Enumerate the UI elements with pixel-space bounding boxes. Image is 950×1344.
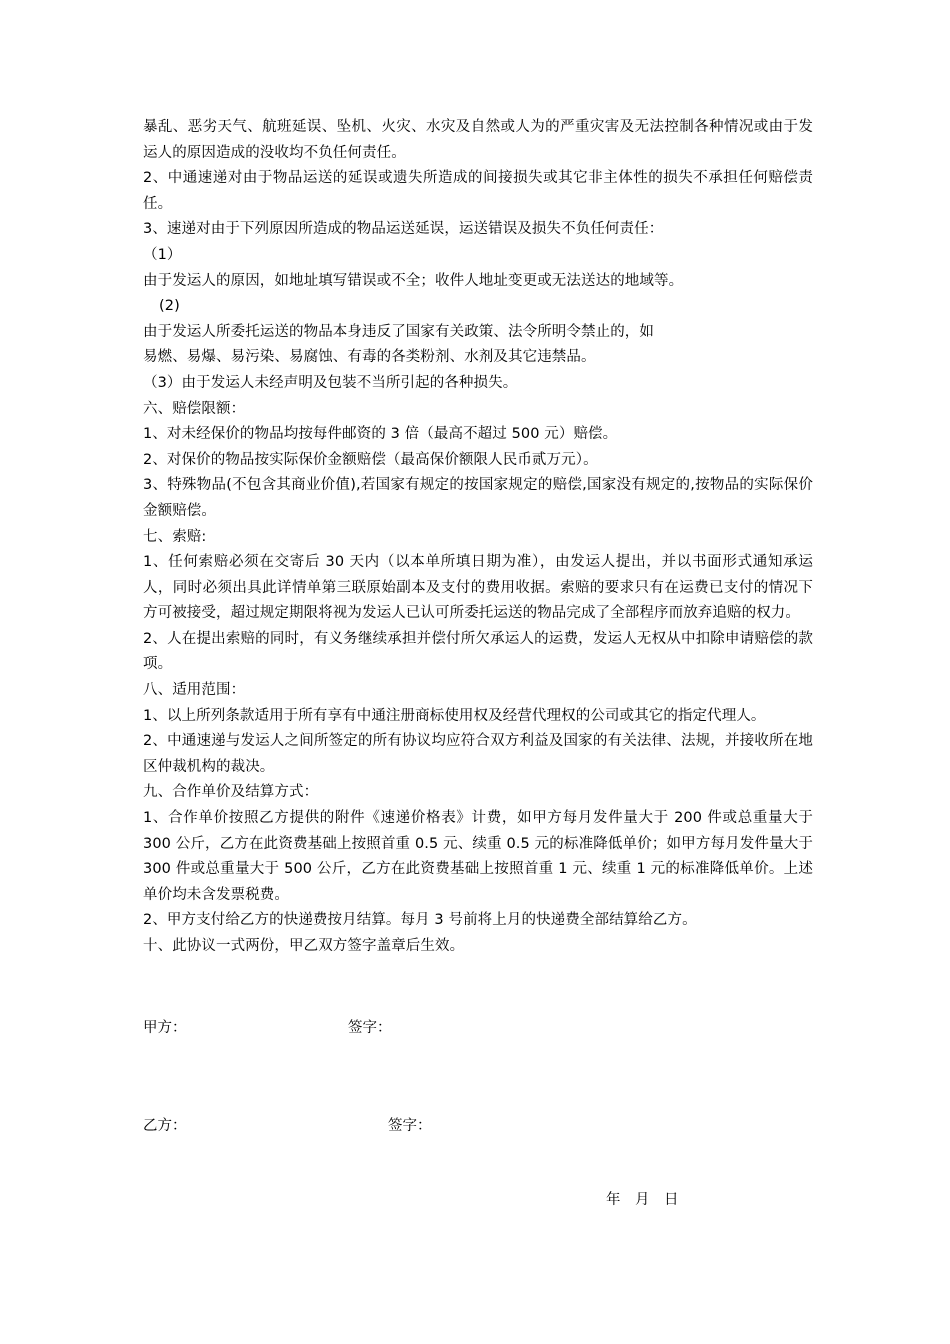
section-6-heading: 六、赔偿限额： (143, 400, 246, 417)
pricing-1: 1、合作单价按照乙方提供的附件《速递价格表》计费，如甲方每月发件量大于 200 件或总重量大于 300 公斤，乙方在此资费基础上按照首重 0.5 元、续重 0.5 元的标准降低单价；如甲方每月发件量大于 300 件或总重量大于 500 公斤，乙方在此资费基础上按照首重 1 元、续重 1 元的标准降低单价。上述单价均未含发票税费。 (143, 810, 813, 903)
exemption-1-label: （1） (143, 246, 182, 263)
exemption-1-text: 由于发运人的原因，如地址填写错误或不全；收件人地址变更或无法送达的地域等。 (143, 272, 684, 289)
party-a-label: 甲方： (143, 1020, 187, 1036)
compensation-3: 3、特殊物品(不包含其商业价值),若国家有规定的按国家规定的赔偿,国家没有规定的,按物品的实际保价金额赔偿。 (143, 477, 813, 519)
section-10-text: 十、此协议一式两份，甲乙双方签字盖章后生效。 (143, 938, 465, 954)
compensation-1: 1、对未经保价的物品均按每件邮资的 3 倍（最高不超过 500 元）赔偿。 (143, 426, 618, 443)
exemption-2-label: (2) (159, 298, 180, 315)
clause-force-majeure: 暴乱、恶劣天气、航班延误、坠机、火灾、水灾及自然或人为的严重灾害及无法控制各种情况或由于发运人的原因造成的没收均不负任何责任。 (143, 119, 813, 161)
exemption-3: （3）由于发运人未经声明及包装不当所引起的各种损失。 (143, 374, 518, 391)
claim-2: 2、人在提出索赔的同时，有义务继续承担并偿付所欠承运人的运费，发运人无权从中扣除申请赔偿的款项。 (143, 630, 813, 673)
party-b-signature-label: 签字： (388, 1118, 432, 1134)
pricing-2: 2、甲方支付给乙方的快递费按月结算。每月 3 号前将上月的快递费全部结算给乙方。 (143, 912, 697, 929)
scope-1: 1、以上所列条款适用于所有享有中通注册商标使用权及经营代理权的公司或其它的指定代理人。 (143, 707, 766, 724)
compensation-2: 2、对保价的物品按实际保价金额赔偿（最高保价额限人民币贰万元）。 (143, 451, 598, 468)
party-b-label: 乙方： (143, 1118, 187, 1134)
section-9-heading: 九、合作单价及结算方式： (143, 784, 319, 801)
section-7-heading: 七、索赔: (143, 528, 207, 545)
clause-indirect-loss: 2、中通速递对由于物品运送的延误或遗失所造成的间接损失或其它非主体性的损失不承担任何赔偿责任。 (143, 170, 813, 212)
section-8-heading: 八、适用范围： (143, 682, 246, 699)
party-a-signature-label: 签字： (348, 1020, 392, 1036)
scope-2: 2、中通速递与发运人之间所签定的所有协议均应符合双方利益及国家的有关法律、法规，并接收所在地区仲裁机构的裁决。 (143, 733, 813, 775)
exemption-2-text: 由于发运人所委托运送的物品本身违反了国家有关政策、法令所明令禁止的，如 (143, 323, 654, 340)
exemption-2-text-cont: 易燃、易爆、易污染、易腐蚀、有毒的各类粉剂、水剂及其它违禁品。 (143, 349, 596, 366)
date-line: 年 月 日 (606, 1192, 679, 1208)
document-body (143, 115, 813, 960)
clause-exemptions-intro: 3、速递对由于下列原因所造成的物品运送延误，运送错误及损失不负任何责任： (143, 221, 664, 238)
claim-1: 1、任何索赔必须在交寄后 30 天内（以本单所填日期为准），由发运人提出，并以书面形式通知承运人，同时必须出具此详情单第三联原始副本及支付的费用收据。索赔的要求只有在运费已支付的情况下方可被接受，超过规定期限将视为发运人已认可所委托运送的物品完成了全部程序而放弃追赔的权力。 (143, 554, 813, 622)
